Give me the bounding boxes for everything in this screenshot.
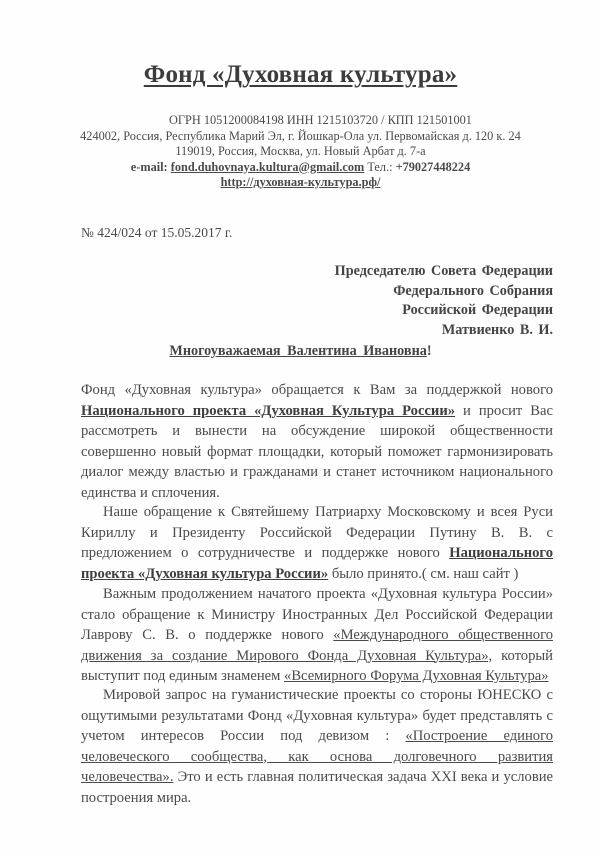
letterhead-title: Фонд «Духовная культура» (143, 61, 458, 88)
contact-line (0, 160, 601, 176)
addressee-line-3: Российской Федерации (402, 302, 553, 318)
p4-motto: «Построение единого человеческого сообщества, как основа долговечного развития человечества». (81, 728, 553, 785)
letterhead-details (0, 113, 601, 191)
addressee-name: Матвиенко В. И. (441, 321, 553, 338)
p4-text-a: Мировой запрос на гуманистические проекты со стороны ЮНЕСКО с ощутимыми результатами Фонд «Духовная культура» будет представлять с учетом интересов России под девизом : (81, 687, 553, 744)
paragraph-1 (81, 380, 553, 503)
p2-text-c: было принято.( см. наш сайт ) (328, 565, 519, 582)
address-yoshkar-ola: 424002, Россия, Республика Марий Эл, г. Йошкар-Ола ул. Первомайская д. 120 к. 24 (80, 128, 521, 143)
p3-text-c: который выступит под единым знаменем (81, 647, 553, 684)
phone-label: Тел.: (367, 159, 393, 174)
address-moscow: 119019, Россия, Москва, ул. Новый Арбат д. 7-а (175, 144, 426, 158)
paragraph-2 (81, 502, 553, 584)
p1-project-name: Национального проекта «Духовная Культура России» (81, 402, 456, 419)
paragraph-3 (81, 584, 553, 687)
p1-text-a: Фонд «Духовная культура» обращается к Вам за поддержкой нового (81, 382, 553, 398)
p1-text-c: и просит Вас рассмотреть и вынести на обсуждение широкой общественности совершенно новый формат площадки, который поможет гармонизировать диалог между властью и гражданами и станет источником национального единства и сплочения. (81, 402, 553, 501)
p2-project-name: Национального проекта «Духовная культура России» (81, 545, 553, 582)
email-link[interactable]: fond.duhovnaya.kultura@gmail.com (170, 159, 365, 174)
addressee-line-2: Федерального Собрания (393, 282, 553, 299)
registration-numbers: ОГРН 1051200084198 ИНН 1215103720 / КПП 121501001 (169, 113, 472, 127)
p3-forum-name: «Всемирного Форума Духовная Культура» (284, 668, 549, 684)
addressee-block (335, 262, 553, 340)
p2-text-a: Наше обращение к Святейшему Патриарху Московскому и всея Руси Кириллу и Президенту Российской Федерации Путину В. В. с предложением о сотрудничестве и поддержке нового (81, 504, 553, 561)
website-link[interactable]: http://духовная-культура.рф/ (220, 175, 381, 189)
email-label: e-mail: (130, 159, 168, 174)
outgoing-reference-number: № 424/024 от 15.05.2017 г. (81, 225, 233, 240)
paragraph-4 (81, 685, 553, 808)
salutation-punct: ! (426, 343, 432, 359)
p4-text-c: Это и есть главная политическая задача XXI века и условие построения мира. (81, 769, 553, 806)
phone-number: +79027448224 (395, 159, 471, 174)
addressee-line-1: Председателю Совета Федерации (334, 263, 553, 279)
p3-movement-name: «Международного общественного движения за создание Мирового Фонда Духовная Культура», (81, 627, 553, 664)
salutation-text: Многоуважаемая Валентина Ивановна (169, 343, 427, 359)
p3-text-a: Важным продолжением начатого проекта «Духовная культура России» стало обращение к Министру Иностранных Дел Российской Федерации Лаврову С. В. о поддержке нового (81, 586, 553, 643)
salutation (0, 343, 601, 360)
